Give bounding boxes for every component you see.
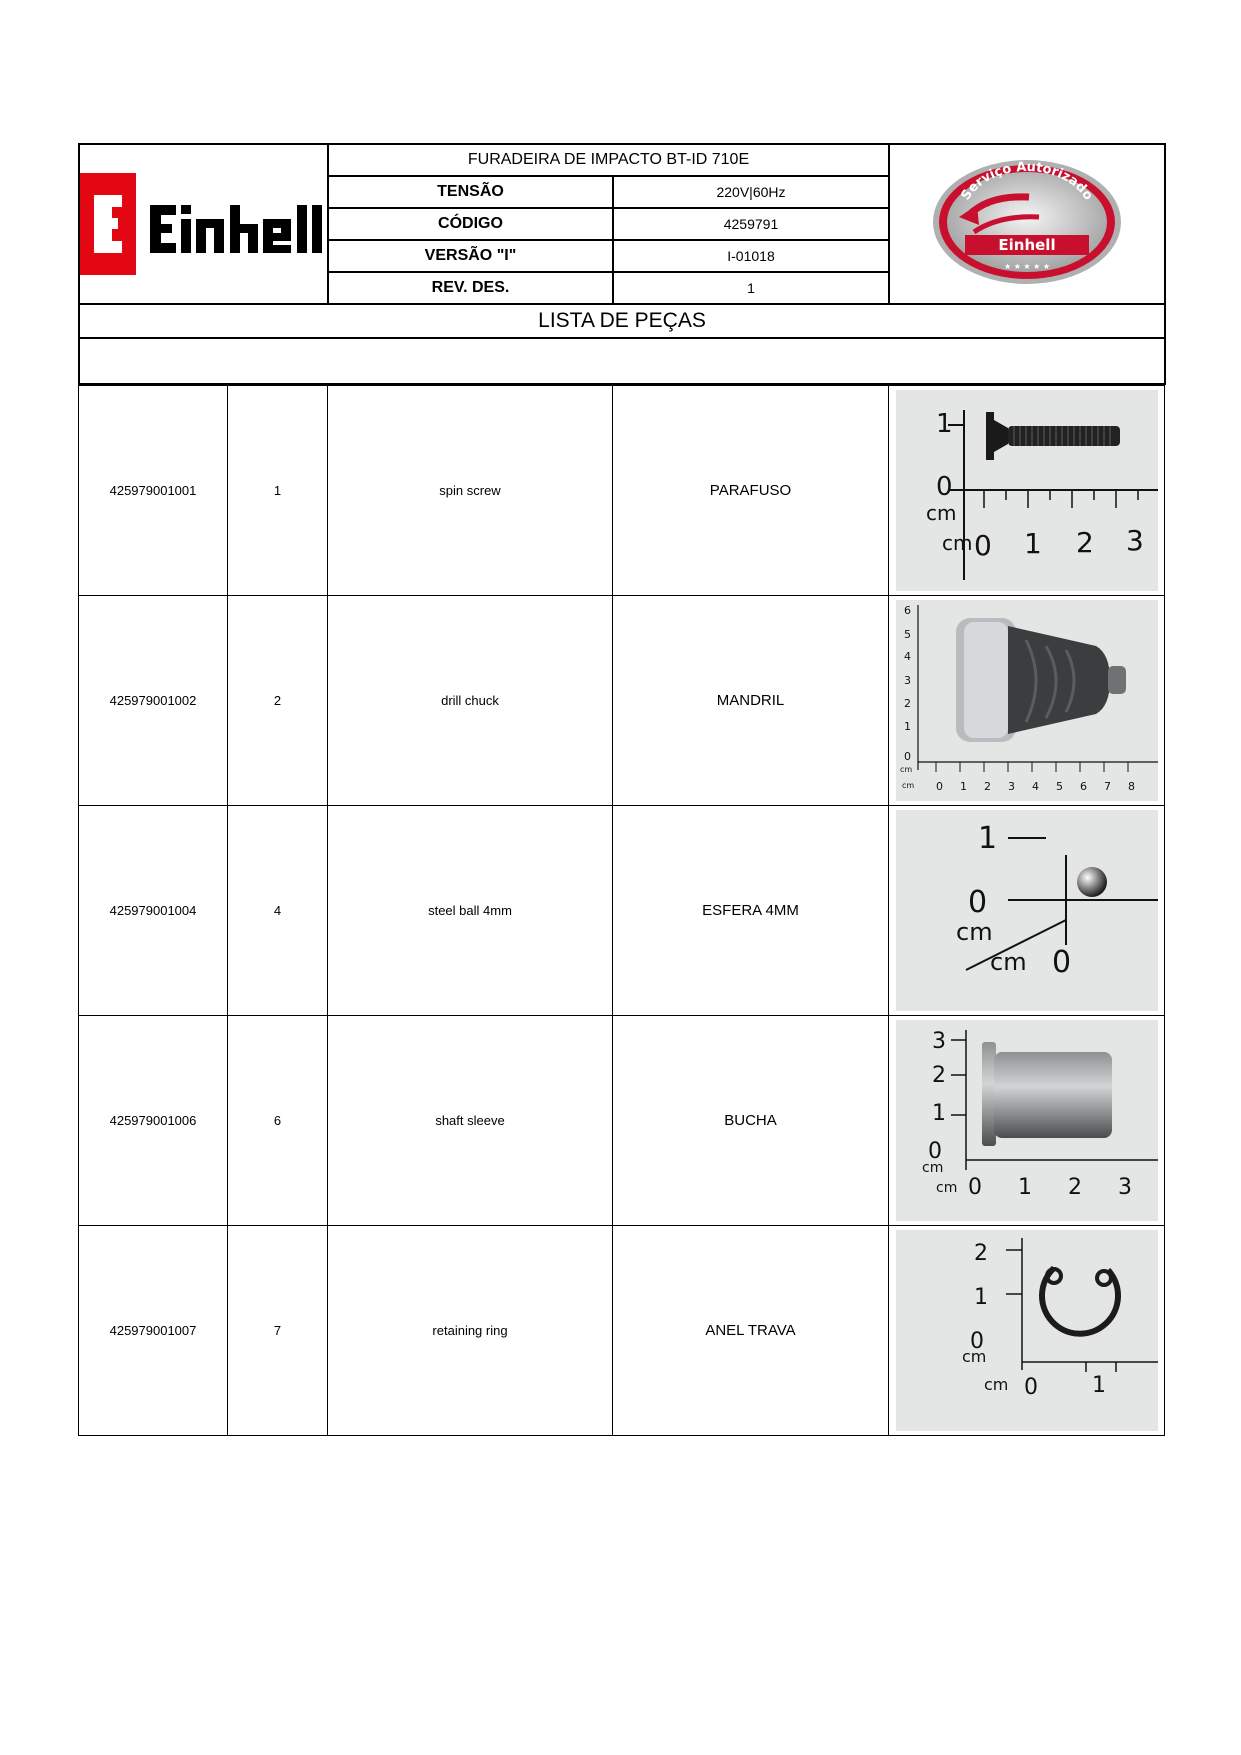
svg-text:cm: cm [901,781,914,790]
ball-photo [896,810,1158,1011]
part-name-english: spin screw [328,386,613,596]
svg-text:0: 0 [935,780,943,793]
svg-text:3: 3 [903,674,911,687]
svg-text:cm: cm [899,765,912,774]
svg-text:1: 1 [1091,1373,1106,1398]
svg-text:2: 2 [973,1241,988,1266]
part-code: 425979001006 [79,1016,228,1226]
part-photo-cell [889,596,1165,806]
part-photo-cell [889,1226,1165,1436]
part-name-english: drill chuck [328,596,613,806]
svg-text:0: 0 [903,750,911,763]
svg-text:cm: cm [961,1347,986,1366]
part-code: 425979001002 [79,596,228,806]
svg-text:1: 1 [931,1101,946,1126]
svg-text:1: 1 [973,1285,988,1310]
badge-brand-text: Einhell [998,235,1056,254]
chuck-photo [896,600,1158,801]
einhell-logo [80,169,325,279]
part-name-portuguese: ESFERA 4MM [613,806,889,1016]
svg-text:cm: cm [921,1160,943,1176]
svg-text:3: 3 [1125,524,1144,557]
part-name-english: steel ball 4mm [328,806,613,1016]
part-name-english: shaft sleeve [328,1016,613,1226]
spec-value-revision: 1 [613,272,889,304]
part-name-english: retaining ring [328,1226,613,1436]
part-name-portuguese: MANDRIL [613,596,889,806]
part-code: 425979001007 [79,1226,228,1436]
svg-text:0: 0 [927,1139,942,1164]
svg-text:0: 0 [967,1175,982,1200]
header-table [78,143,1166,385]
svg-text:0: 0 [973,529,992,562]
svg-text:cm: cm [955,918,993,946]
part-photo-cell [889,806,1165,1016]
table-row [79,1016,1165,1226]
spec-value-voltage: 220V|60Hz [613,176,889,208]
model-title: FURADEIRA DE IMPACTO BT-ID 710E [328,144,889,176]
svg-text:0: 0 [1023,1375,1038,1400]
brand-logo-cell [79,144,328,304]
authorized-service-badge-cell [889,144,1165,304]
part-position: 7 [228,1226,328,1436]
svg-text:cm: cm [941,531,972,555]
parts-sheet [78,143,1164,1436]
table-row [79,806,1165,1016]
svg-text:1: 1 [1017,1175,1032,1200]
part-photo-cell [889,386,1165,596]
svg-text:1: 1 [977,821,997,856]
part-code: 425979001004 [79,806,228,1016]
table-row [79,596,1165,806]
part-name-portuguese: ANEL TRAVA [613,1226,889,1436]
part-position: 1 [228,386,328,596]
svg-text:4: 4 [1031,780,1039,793]
table-row [79,386,1165,596]
svg-text:7: 7 [1103,780,1111,793]
ring-photo [896,1230,1158,1431]
svg-text:2: 2 [983,780,991,793]
table-row [79,1226,1165,1436]
part-position: 2 [228,596,328,806]
spec-label-code: CÓDIGO [328,208,613,240]
spec-label-version: VERSÃO "I" [328,240,613,272]
svg-text:3: 3 [931,1029,946,1054]
svg-text:4: 4 [903,650,911,663]
part-code: 425979001001 [79,386,228,596]
spec-value-version: I-01018 [613,240,889,272]
svg-text:0: 0 [969,1329,984,1354]
authorized-service-badge [929,157,1125,287]
svg-text:5: 5 [903,628,911,641]
spec-label-voltage: TENSÃO [328,176,613,208]
svg-text:0: 0 [1051,945,1071,980]
part-name-portuguese: BUCHA [613,1016,889,1226]
blank-spacer-row [79,338,1165,384]
svg-text:★ ★ ★ ★ ★: ★ ★ ★ ★ ★ [1003,261,1051,271]
svg-text:1: 1 [903,720,911,733]
svg-text:cm: cm [983,1375,1008,1394]
svg-text:3: 3 [1007,780,1015,793]
svg-text:1: 1 [959,780,967,793]
svg-text:2: 2 [931,1063,946,1088]
svg-text:2: 2 [1067,1175,1082,1200]
svg-text:2: 2 [1075,526,1094,559]
part-photo-cell [889,1016,1165,1226]
svg-text:0: 0 [935,472,953,502]
svg-text:cm: cm [925,501,956,525]
svg-text:cm: cm [989,948,1027,976]
spec-value-code: 4259791 [613,208,889,240]
svg-text:3: 3 [1117,1175,1132,1200]
part-name-portuguese: PARAFUSO [613,386,889,596]
svg-text:6: 6 [903,604,911,617]
svg-text:6: 6 [1079,780,1087,793]
svg-text:1: 1 [1023,527,1042,560]
spec-label-revision: REV. DES. [328,272,613,304]
page-title: LISTA DE PEÇAS [79,304,1165,338]
svg-text:2: 2 [903,697,911,710]
sleeve-photo [896,1020,1158,1221]
screw-photo [896,390,1158,591]
svg-text:8: 8 [1127,780,1135,793]
svg-text:cm: cm [935,1180,957,1196]
svg-text:1: 1 [935,409,953,439]
svg-text:5: 5 [1055,780,1063,793]
parts-table [78,385,1165,1436]
part-position: 4 [228,806,328,1016]
svg-text:0: 0 [967,885,987,920]
svg-text:Serviço Autorizado: Serviço Autorizado [958,159,1096,203]
part-position: 6 [228,1016,328,1226]
